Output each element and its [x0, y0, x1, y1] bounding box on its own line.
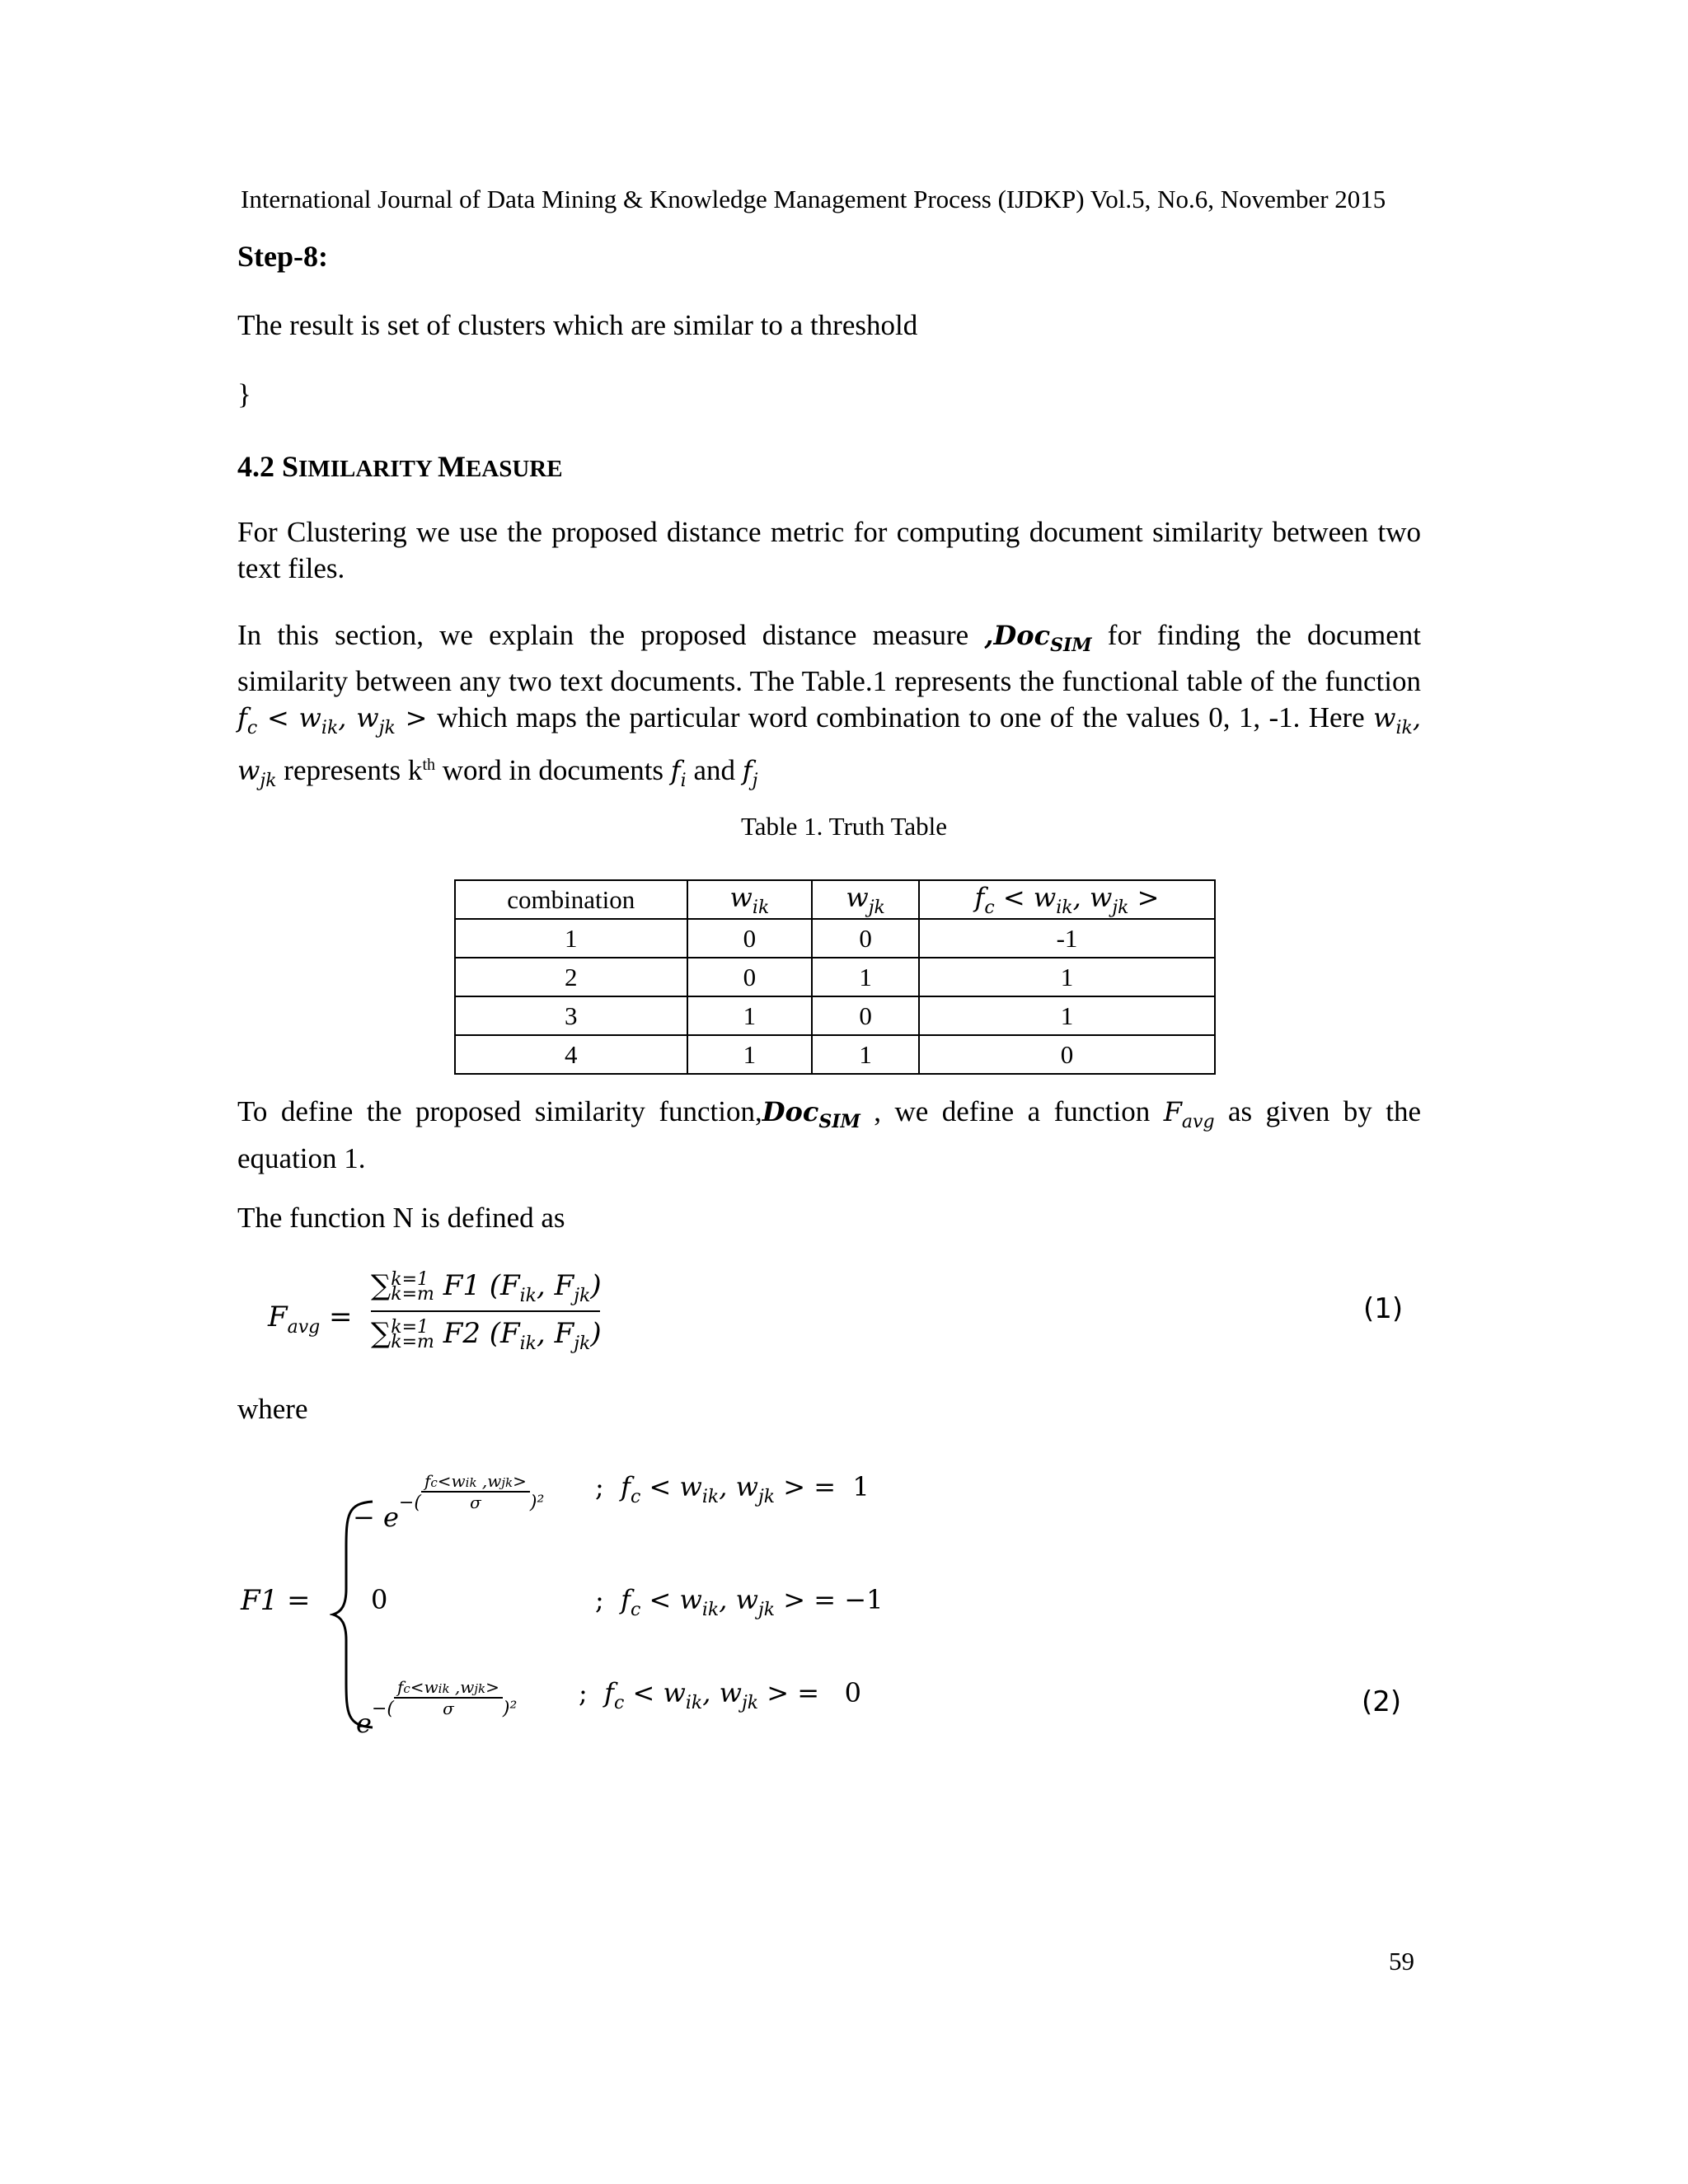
table-row: 3 1 0 1: [455, 996, 1215, 1035]
favg-lhs: $F_{avg}$ =: [268, 1301, 353, 1338]
header-wjk: $w_{jk}$: [812, 880, 919, 919]
section-heading: 4.2 SIMILARITY MEASURE: [237, 450, 563, 483]
eq1-numerator: ∑k=1 k=m F1 ($F_{ik}$, $F_{jk}$): [371, 1269, 602, 1306]
paragraph-section-intro: In this section, we explain the proposed distance measure ,Doc$_{SIM}$ for finding the document similarity between any two text documents. The Table.1 represents the functional table of the function $f_c < w_{ik}$, $w_{jk}$ > which maps the particular word combination to one of the values 0, 1, -1. Here $w_{ik}$, $w_{jk}$ represents $k^{th}$ word in documents $f_i$ and $f_j$: [237, 619, 1422, 791]
page-number: 59: [1389, 1947, 1414, 1975]
case2-value: 0: [371, 1584, 388, 1615]
case1-condition: ; $f_c < w_{ik}$, $w_{jk}$ > = 1: [595, 1471, 870, 1507]
paragraph-define-function: To define the proposed similarity function,Doc$_{SIM}$ , we define a function $F_{avg}$ as given by the equation 1.: [237, 1095, 1421, 1174]
table-row: 4 1 1 0: [455, 1035, 1215, 1074]
eq2-number: (2): [1362, 1685, 1402, 1718]
table-row: 1 0 0 -1: [455, 919, 1215, 958]
favg-symbol: $F_{avg}$: [1163, 1096, 1215, 1132]
case1-expression: − e−( fc<wik ,wjk> σ )²: [353, 1471, 545, 1533]
table-header-row: [455, 880, 1215, 919]
case2-condition: ; $f_c < w_{ik}$, $w_{jk}$ > = −1: [595, 1584, 884, 1620]
fc-expression: $f_c < w_{ik}$, $w_{jk}$ >: [237, 702, 438, 738]
journal-header: International Journal of Data Mining & Knowledge Management Process (IJDKP) Vol.5, No.6, November 2015: [241, 185, 1386, 213]
eq1-number: (1): [1363, 1292, 1404, 1325]
step-heading: Step-8:: [237, 240, 328, 273]
fi-symbol: $f_i$: [670, 755, 687, 791]
case3-expression: e−( fc<wik ,wjk> σ )²: [356, 1677, 518, 1739]
paragraph-clustering: For Clustering we use the proposed distance metric for computing document similarity between two text files.: [237, 516, 1421, 584]
eq1-denominator: ∑k=1 k=m F2 ($F_{ik}$, $F_{jk}$): [371, 1317, 602, 1354]
closing-brace: }: [237, 378, 251, 410]
eq1-fraction-line: [371, 1310, 600, 1312]
table-row: 2 0 1 1: [455, 958, 1215, 996]
case3-condition: ; $f_c < w_{ik}$, $w_{jk}$ > = 0: [579, 1677, 861, 1713]
header-wik: $w_{ik}$: [687, 880, 813, 919]
truth-table: [454, 879, 1216, 1075]
docsim-symbol: ,Doc$_{SIM}$: [984, 620, 1092, 656]
paragraph-function-n: The function N is defined as: [237, 1202, 565, 1234]
header-fc: $f_c < w_{ik}$, $w_{jk}$ >: [919, 880, 1215, 919]
fj-symbol: $f_j$: [742, 755, 758, 791]
table-caption: Table 1. Truth Table: [741, 812, 947, 841]
wik-wjk-expression: $w_{ik}$, $w_{jk}$: [237, 702, 1422, 791]
header-combination: combination: [455, 880, 687, 919]
f1-lhs: F1 =: [241, 1584, 311, 1617]
result-text: The result is set of clusters which are similar to a threshold: [237, 309, 918, 341]
where-label: where: [237, 1393, 308, 1425]
docsim-symbol: Doc$_{SIM}$: [762, 1096, 860, 1132]
